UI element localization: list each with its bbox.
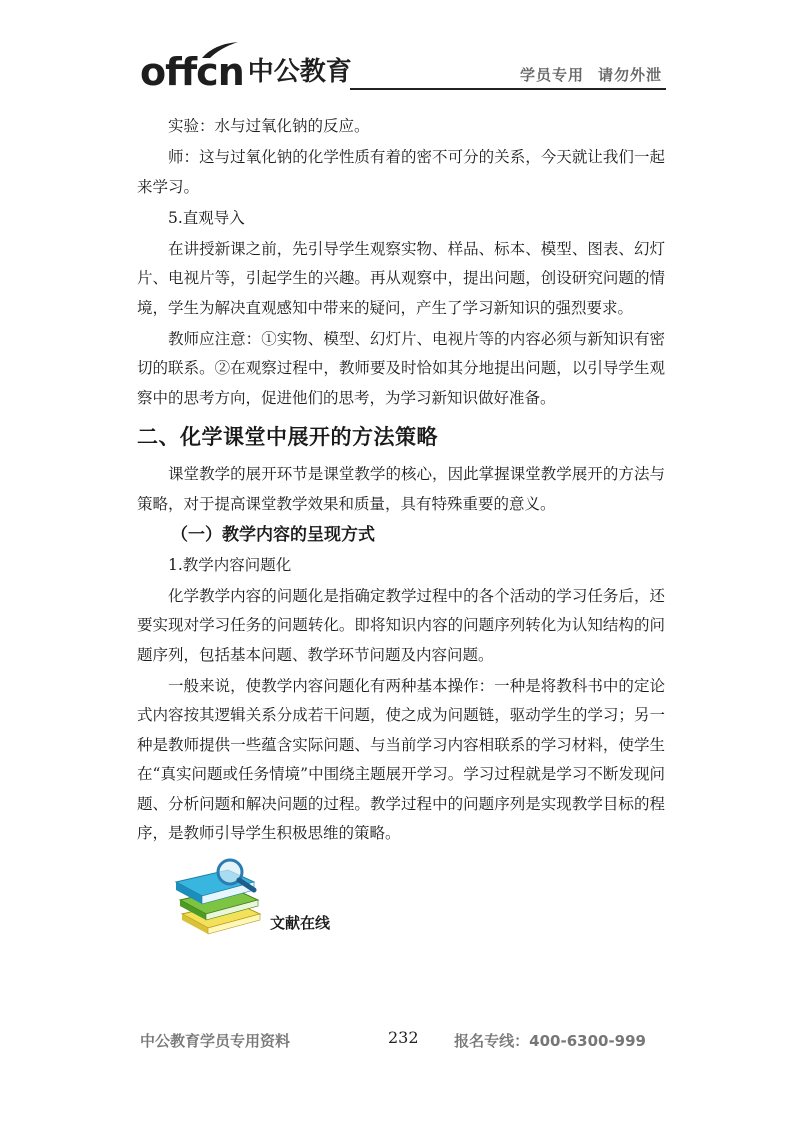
paragraph-definition: 化学教学内容的问题化是指确定教学过程中的各个活动的学习任务后，还要实现对学习任务的问题转化。即将知识内容的问题序列转化为认知结构的问题序列，包括基本问题、教学环节问题及内容问题。 bbox=[137, 586, 665, 664]
header-notice bbox=[520, 64, 662, 85]
logo-cn-text: 中公教育 bbox=[247, 57, 352, 87]
paragraph-subheading-5: 5.直观导入 bbox=[168, 208, 245, 227]
page-number: 232 bbox=[388, 1028, 419, 1047]
paragraph-intro: 在讲授新课之前，先引导学生观察实物、样品、标本、模型、图表、幻灯片、电视片等，引起学生的兴趣。再从观察中，提出问题，创设研究问题的情境，学生为解决直观感知中带来的疑问，产生了学习新知识的强烈要求。 bbox=[137, 239, 665, 317]
paragraph-operations: 一般来说，使教学内容问题化有两种基本操作：一种是将教科书中的定论式内容按其逻辑关系分成若干问题，使之成为问题链，驱动学生的学习；另一种是教师提供一些蕴含实际问题、与当前学习内容相联系的学习材料，使学生在“真实问题或任务情境”中围绕主题展开学习。学习过程就是学习不断发现问题、分析问题和解决问题的过程。教学过程中的问题序列是实现教学目标的程序，是教师引导学生积极思维的策略。 bbox=[137, 676, 665, 842]
paragraph-notes: 教师应注意：①实物、模型、幻灯片、电视片等的内容必须与新知识有密切的联系。②在观察过程中，教师要及时恰如其分地提出问题，以引导学生观察中的思考方向，促进他们的思考，为学习新知识做好准备。 bbox=[137, 329, 665, 407]
page-body bbox=[137, 112, 665, 850]
literature-online-label: 文献在线 bbox=[270, 914, 331, 932]
books-magnifier-icon bbox=[172, 856, 272, 938]
logo-text: offcn bbox=[140, 50, 244, 94]
paragraph-teacher: 师：这与过氧化钠的化学性质有着的密不可分的关系，今天就让我们一起来学习。 bbox=[137, 148, 665, 196]
page-footer bbox=[140, 1030, 660, 1054]
footer-hotline: 报名专线：400-6300-999 bbox=[454, 1032, 646, 1050]
subsection-heading: （一）教学内容的呈现方式 bbox=[171, 524, 375, 545]
header-notice-1: 学员专用 bbox=[519, 66, 584, 84]
page-header bbox=[138, 42, 666, 92]
section-heading: 二、化学课堂中展开的方法策略 bbox=[137, 425, 438, 449]
paragraph-experiment: 实验：水与过氧化钠的反应。 bbox=[168, 117, 370, 135]
logo-swoosh-icon bbox=[200, 40, 240, 60]
offcn-logo bbox=[140, 46, 352, 92]
paragraph-item-1: 1.教学内容问题化 bbox=[168, 555, 292, 574]
paragraph-section-intro: 课堂教学的展开环节是课堂教学的核心，因此掌握课堂教学展开的方法与策略，对于提高课堂教学效果和质量，具有特殊重要的意义。 bbox=[137, 465, 665, 513]
header-rule bbox=[350, 88, 666, 90]
footer-left: 中公教育学员专用资料 bbox=[140, 1032, 291, 1050]
header-notice-2: 请勿外泄 bbox=[597, 66, 662, 84]
